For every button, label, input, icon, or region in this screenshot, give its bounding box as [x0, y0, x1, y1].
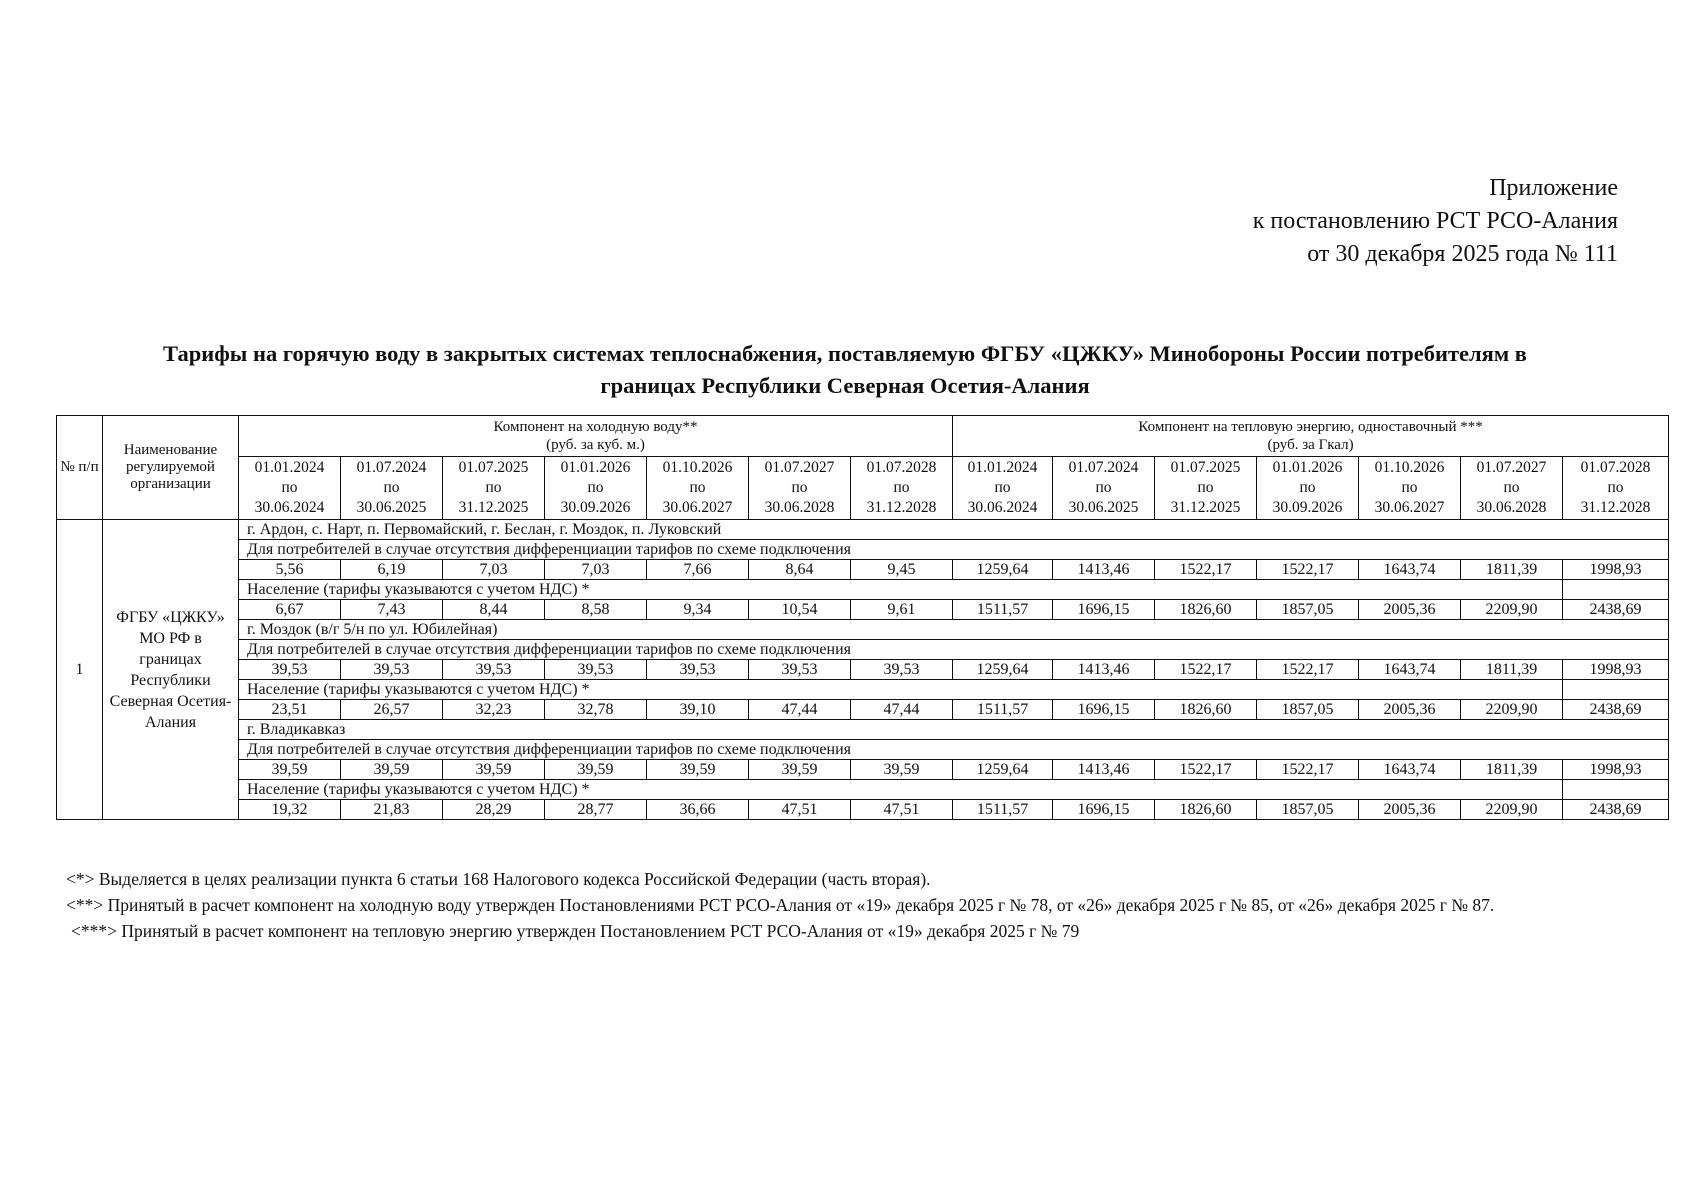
- tariff-cell-heat: 1857,05: [1257, 600, 1359, 620]
- tariff-cell-heat: 1998,93: [1563, 760, 1669, 780]
- period-header-heat-6: [1461, 457, 1563, 520]
- tariff-cell-heat: 1826,60: [1155, 600, 1257, 620]
- appendix-resolution: к постановлению РСТ РСО-Алания: [1252, 208, 1618, 234]
- empty-cell: [1563, 780, 1669, 800]
- period-to: 31.12.2025: [458, 499, 529, 516]
- tariff-cell-cold: 39,59: [341, 760, 443, 780]
- tariff-cell-cold: 21,83: [341, 800, 443, 820]
- tariff-values-row: [57, 800, 1669, 820]
- period-header-cold-2: [341, 457, 443, 520]
- period-from: 01.07.2027: [1476, 459, 1547, 476]
- period-word: по: [1503, 479, 1520, 496]
- tariff-cell-heat: 1696,15: [1053, 800, 1155, 820]
- tariff-values-row: [57, 760, 1669, 780]
- tariff-cell-cold: 8,44: [443, 600, 545, 620]
- region-row: [57, 520, 1669, 540]
- period-header-heat-7: [1563, 457, 1669, 520]
- tariff-values-row: [57, 600, 1669, 620]
- consumer-population-label: Население (тарифы указываются с учетом НДС) *: [239, 780, 1563, 800]
- tariff-cell-heat: 1857,05: [1257, 700, 1359, 720]
- tariff-cell-cold: 39,53: [647, 660, 749, 680]
- consumer-label-row: [57, 740, 1669, 760]
- period-from: 01.07.2028: [866, 459, 937, 476]
- consumer-general-label: Для потребителей в случае отсутствия дифференциации тарифов по схеме подключения: [239, 740, 1669, 760]
- tariff-cell-cold: 39,53: [443, 660, 545, 680]
- consumer-label-row: [57, 540, 1669, 560]
- consumer-label-row: [57, 780, 1669, 800]
- period-word: по: [689, 479, 706, 496]
- period-from: 01.07.2025: [458, 459, 529, 476]
- tariff-cell-heat: 1522,17: [1257, 660, 1359, 680]
- document-title-line-2: границах Республики Северная Осетия-Алания: [600, 373, 1090, 398]
- tariff-cell-heat: 1511,57: [953, 600, 1053, 620]
- group-header-cold-water-title: Компонент на холодную воду**: [493, 419, 698, 435]
- footnote-3: <***> Принятый в расчет компонент на тепловую энергию утвержден Постановлением РСТ РСО-Алания от «19» декабря 2025 г № 79: [71, 921, 1080, 941]
- tariff-cell-heat: 2438,69: [1563, 800, 1669, 820]
- tariff-cell-heat: 2005,36: [1359, 700, 1461, 720]
- appendix-header: [1253, 172, 1618, 271]
- tariff-cell-heat: 1643,74: [1359, 660, 1461, 680]
- period-to: 30.06.2028: [764, 499, 835, 516]
- period-header-heat-4: [1257, 457, 1359, 520]
- tariff-cell-cold: 39,59: [749, 760, 851, 780]
- period-header-heat-3: [1155, 457, 1257, 520]
- tariff-cell-cold: 47,44: [749, 700, 851, 720]
- tariff-cell-heat: 1857,05: [1257, 800, 1359, 820]
- period-to: 31.12.2028: [1580, 499, 1651, 516]
- period-from: 01.10.2026: [662, 459, 733, 476]
- group-header-cold-water: [239, 416, 953, 457]
- tariff-cell-heat: 2209,90: [1461, 600, 1563, 620]
- group-header-heat-energy: [953, 416, 1669, 457]
- tariff-cell-cold: 47,51: [851, 800, 953, 820]
- period-to: 30.06.2024: [967, 499, 1038, 516]
- col-header-number: № п/п: [57, 416, 103, 520]
- tariff-cell-cold: 39,59: [239, 760, 341, 780]
- period-word: по: [383, 479, 400, 496]
- consumer-label-row: [57, 640, 1669, 660]
- appendix-label: Приложение: [1489, 175, 1618, 201]
- tariff-cell-cold: 26,57: [341, 700, 443, 720]
- period-header-heat-2: [1053, 457, 1155, 520]
- period-header-cold-6: [749, 457, 851, 520]
- tariff-cell-heat: 1696,15: [1053, 700, 1155, 720]
- period-to: 30.06.2027: [1374, 499, 1445, 516]
- tariff-cell-heat: 1522,17: [1155, 560, 1257, 580]
- tariff-cell-heat: 2209,90: [1461, 800, 1563, 820]
- tariff-cell-heat: 1826,60: [1155, 700, 1257, 720]
- period-word: по: [281, 479, 298, 496]
- tariff-cell-cold: 47,51: [749, 800, 851, 820]
- period-word: по: [1607, 479, 1624, 496]
- consumer-population-label: Население (тарифы указываются с учетом НДС) *: [239, 680, 1563, 700]
- tariff-cell-cold: 5,56: [239, 560, 341, 580]
- consumer-general-label: Для потребителей в случае отсутствия дифференциации тарифов по схеме подключения: [239, 640, 1669, 660]
- period-from: 01.07.2024: [1068, 459, 1139, 476]
- tariff-cell-heat: 1259,64: [953, 660, 1053, 680]
- tariff-cell-cold: 28,77: [545, 800, 647, 820]
- period-word: по: [893, 479, 910, 496]
- region-name: г. Моздок (в/г 5/н по ул. Юбилейная): [239, 620, 1669, 640]
- period-header-cold-5: [647, 457, 749, 520]
- tariff-cell-cold: 10,54: [749, 600, 851, 620]
- region-row: [57, 720, 1669, 740]
- header-row-periods: [57, 457, 1669, 520]
- tariff-cell-heat: 2005,36: [1359, 800, 1461, 820]
- period-to: 30.09.2026: [560, 499, 631, 516]
- period-word: по: [1095, 479, 1112, 496]
- tariff-cell-heat: 1511,57: [953, 800, 1053, 820]
- period-header-cold-7: [851, 457, 953, 520]
- period-header-cold-4: [545, 457, 647, 520]
- period-header-cold-3: [443, 457, 545, 520]
- tariff-cell-heat: 1811,39: [1461, 760, 1563, 780]
- tariff-cell-cold: 39,59: [545, 760, 647, 780]
- period-from: 01.07.2025: [1170, 459, 1241, 476]
- period-header-heat-1: [953, 457, 1053, 520]
- appendix-date-number: от 30 декабря 2025 года № 111: [1307, 241, 1618, 267]
- tariff-cell-cold: 39,59: [443, 760, 545, 780]
- region-row: [57, 620, 1669, 640]
- tariff-cell-heat: 1413,46: [1053, 760, 1155, 780]
- tariff-cell-heat: 1643,74: [1359, 760, 1461, 780]
- tariff-cell-heat: 1522,17: [1257, 560, 1359, 580]
- tariff-table: [56, 415, 1669, 820]
- region-name: г. Владикавказ: [239, 720, 1669, 740]
- period-to: 30.06.2025: [1068, 499, 1139, 516]
- period-from: 01.01.2024: [967, 459, 1038, 476]
- period-to: 30.06.2024: [254, 499, 325, 516]
- tariff-cell-cold: 19,32: [239, 800, 341, 820]
- tariff-cell-cold: 23,51: [239, 700, 341, 720]
- period-to: 31.12.2028: [866, 499, 937, 516]
- empty-cell: [1563, 580, 1669, 600]
- tariff-cell-cold: 9,45: [851, 560, 953, 580]
- header-row-groups: [57, 416, 1669, 457]
- period-from: 01.07.2028: [1580, 459, 1651, 476]
- document-title-line-1: Тарифы на горячую воду в закрытых системах теплоснабжения, поставляемую ФГБУ «ЦЖКУ» Минобороны России потребителям в: [163, 341, 1527, 366]
- consumer-population-label: Население (тарифы указываются с учетом НДС) *: [239, 580, 1563, 600]
- tariff-cell-heat: 2005,36: [1359, 600, 1461, 620]
- tariff-cell-heat: 1826,60: [1155, 800, 1257, 820]
- empty-cell: [1563, 680, 1669, 700]
- tariff-cell-cold: 9,61: [851, 600, 953, 620]
- document-title: [60, 338, 1630, 402]
- tariff-cell-cold: 7,43: [341, 600, 443, 620]
- footnote-2: <**> Принятый в расчет компонент на холодную воду утвержден Постановлениями РСТ РСО-Алания от «19» декабря 2025 г № 78, от «26» декабря 2025 г № 85, от «26» декабря 2025 г № 87.: [66, 895, 1495, 915]
- tariff-cell-cold: 28,29: [443, 800, 545, 820]
- col-header-organization: Наименование регулируемой организации: [103, 416, 239, 520]
- period-word: по: [587, 479, 604, 496]
- tariff-cell-cold: 39,59: [647, 760, 749, 780]
- period-word: по: [1401, 479, 1418, 496]
- tariff-cell-heat: 1522,17: [1155, 660, 1257, 680]
- region-name: г. Ардон, с. Нарт, п. Первомайский, г. Беслан, г. Моздок, п. Луковский: [239, 520, 1669, 540]
- tariff-values-row: [57, 560, 1669, 580]
- tariff-cell-cold: 7,66: [647, 560, 749, 580]
- period-to: 30.09.2026: [1272, 499, 1343, 516]
- group-header-heat-energy-title: Компонент на тепловую энергию, одноставочный ***: [1138, 419, 1483, 435]
- period-word: по: [485, 479, 502, 496]
- consumer-label-row: [57, 580, 1669, 600]
- tariff-cell-cold: 39,53: [749, 660, 851, 680]
- footnotes: [66, 866, 1616, 944]
- period-to: 30.06.2025: [356, 499, 427, 516]
- tariff-cell-cold: 6,67: [239, 600, 341, 620]
- consumer-general-label: Для потребителей в случае отсутствия дифференциации тарифов по схеме подключения: [239, 540, 1669, 560]
- period-from: 01.01.2026: [1272, 459, 1343, 476]
- period-to: 31.12.2025: [1170, 499, 1241, 516]
- period-from: 01.10.2026: [1374, 459, 1445, 476]
- tariff-cell-heat: 1696,15: [1053, 600, 1155, 620]
- period-word: по: [994, 479, 1011, 496]
- period-header-heat-5: [1359, 457, 1461, 520]
- tariff-cell-cold: 39,53: [851, 660, 953, 680]
- tariff-cell-heat: 1259,64: [953, 560, 1053, 580]
- tariff-cell-cold: 39,59: [851, 760, 953, 780]
- tariff-cell-heat: 1998,93: [1563, 660, 1669, 680]
- tariff-cell-cold: 9,34: [647, 600, 749, 620]
- period-word: по: [1299, 479, 1316, 496]
- tariff-cell-heat: 1413,46: [1053, 560, 1155, 580]
- period-to: 30.06.2027: [662, 499, 733, 516]
- period-from: 01.07.2027: [764, 459, 835, 476]
- organization-name: ФГБУ «ЦЖКУ» МО РФ в границах Республики Северная Осетия-Алания: [103, 520, 239, 820]
- tariff-cell-cold: 39,53: [545, 660, 647, 680]
- period-from: 01.01.2026: [560, 459, 631, 476]
- group-header-heat-energy-unit: (руб. за Гкал): [1267, 437, 1354, 453]
- tariff-cell-heat: 1511,57: [953, 700, 1053, 720]
- period-from: 01.07.2024: [356, 459, 427, 476]
- tariff-cell-heat: 2209,90: [1461, 700, 1563, 720]
- tariff-cell-heat: 1259,64: [953, 760, 1053, 780]
- tariff-cell-heat: 2438,69: [1563, 700, 1669, 720]
- tariff-values-row: [57, 700, 1669, 720]
- footnote-1: <*> Выделяется в целях реализации пункта 6 статьи 168 Налогового кодекса Российской Федерации (часть вторая).: [66, 869, 931, 889]
- tariff-cell-heat: 1811,39: [1461, 660, 1563, 680]
- tariff-cell-cold: 32,23: [443, 700, 545, 720]
- tariff-cell-cold: 6,19: [341, 560, 443, 580]
- tariff-cell-cold: 32,78: [545, 700, 647, 720]
- tariff-cell-cold: 39,53: [341, 660, 443, 680]
- tariff-cell-cold: 8,58: [545, 600, 647, 620]
- tariff-cell-heat: 1413,46: [1053, 660, 1155, 680]
- tariff-cell-heat: 1998,93: [1563, 560, 1669, 580]
- tariff-cell-cold: 39,10: [647, 700, 749, 720]
- tariff-values-row: [57, 660, 1669, 680]
- period-from: 01.01.2024: [254, 459, 325, 476]
- row-index: 1: [57, 520, 103, 820]
- tariff-cell-heat: 1811,39: [1461, 560, 1563, 580]
- tariff-cell-cold: 7,03: [545, 560, 647, 580]
- period-to: 30.06.2028: [1476, 499, 1547, 516]
- tariff-cell-heat: 1643,74: [1359, 560, 1461, 580]
- period-word: по: [1197, 479, 1214, 496]
- period-header-cold-1: [239, 457, 341, 520]
- tariff-cell-cold: 8,64: [749, 560, 851, 580]
- tariff-cell-heat: 1522,17: [1257, 760, 1359, 780]
- tariff-cell-cold: 47,44: [851, 700, 953, 720]
- tariff-cell-cold: 7,03: [443, 560, 545, 580]
- consumer-label-row: [57, 680, 1669, 700]
- tariff-cell-heat: 2438,69: [1563, 600, 1669, 620]
- tariff-cell-cold: 36,66: [647, 800, 749, 820]
- group-header-cold-water-unit: (руб. за куб. м.): [546, 437, 645, 453]
- tariff-cell-cold: 39,53: [239, 660, 341, 680]
- period-word: по: [791, 479, 808, 496]
- tariff-cell-heat: 1522,17: [1155, 760, 1257, 780]
